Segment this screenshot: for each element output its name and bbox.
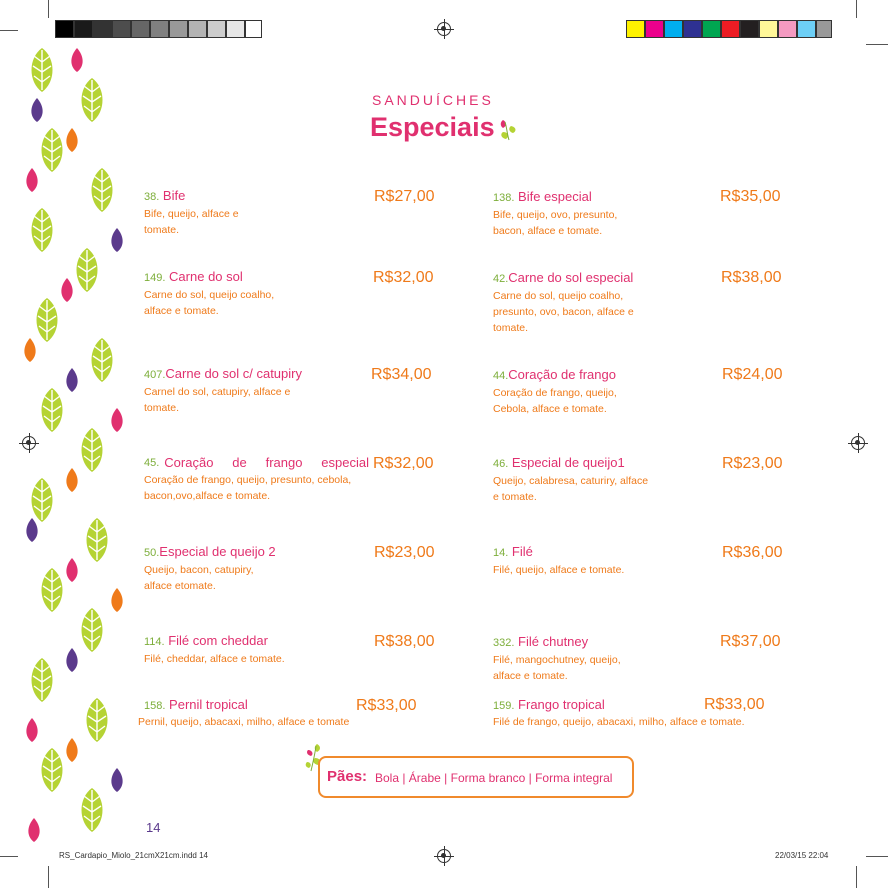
item-description: Filé, cheddar, alface e tomate. [144,653,285,665]
item-description: bacon,ovo,alface e tomate. [144,490,271,502]
item-name: Bife [162,188,186,203]
item-name: Carne do sol especial [508,270,634,285]
crop-mark [48,0,49,18]
item-price: R$27,00 [374,188,435,205]
item-price: R$34,00 [371,366,432,383]
item-description: alface e tomate. [144,305,219,317]
menu-item [493,544,733,578]
item-description: Filé de frango, queijo, abacaxi, milho, alface e tomate. [493,716,745,728]
item-price: R$33,00 [704,696,765,713]
item-description: Bife, queijo, ovo, presunto, [493,209,618,221]
page-number: 14 [146,820,161,835]
item-name: Filé com cheddar [168,633,268,648]
sprig-icon [497,118,519,142]
registration-mark-icon [437,22,451,36]
item-description: Filé, mangochutney, queijo, [493,654,621,666]
item-description: Carne do sol, queijo coalho, [493,290,624,302]
item-description: Filé, queijo, alface e tomate. [493,564,625,576]
item-name: Carne do sol [169,269,243,284]
registration-mark-icon [437,849,451,863]
item-number: 45. [144,457,160,469]
registration-mark-icon [851,436,865,450]
menu-item [144,366,384,416]
menu-item [493,455,733,505]
item-number: 38. [144,191,160,203]
item-price: R$23,00 [374,544,435,561]
crop-mark [0,856,18,857]
item-description: tomate. [144,402,180,414]
item-description: Bife, queijo, alface e [144,208,239,220]
item-name: Coração de frango [508,367,616,382]
section-subtitle: SANDUÍCHES [372,92,494,108]
item-description: Carnel do sol, catupiry, alface e [144,386,291,398]
item-number: 50. [144,547,160,559]
item-name: Especial de queijo 2 [159,544,276,559]
crop-mark [866,44,888,45]
item-description: Cebola, alface e tomate. [493,403,607,415]
crop-mark [866,856,888,857]
item-number: 46. [493,458,509,470]
item-description: Queijo, bacon, catupiry, [144,564,254,576]
item-price: R$24,00 [722,366,783,383]
menu-item [144,188,384,238]
item-description: Coração de frango, queijo, [493,387,617,399]
item-number: 158. [144,700,166,712]
menu-item [144,269,384,319]
item-price: R$32,00 [373,455,434,472]
print-slug-file: RS_Cardapio_Miolo_21cmX21cm.indd 14 [59,851,208,860]
menu-item [493,270,733,336]
item-description: presunto, ovo, bacon, alface e [493,306,634,318]
item-description: alface e tomate. [493,670,568,682]
menu-item [493,367,733,417]
item-description: tomate. [144,224,180,236]
item-price: R$38,00 [374,633,435,650]
item-price: R$32,00 [373,269,434,286]
item-description: alface etomate. [144,580,216,592]
item-name: Frango tropical [518,697,605,712]
item-name: Filé chutney [518,634,589,649]
item-description: Carne do sol, queijo coalho, [144,289,275,301]
item-name: Especial de queijo1 [511,455,625,470]
crop-mark [48,866,49,888]
item-number: 407. [144,369,166,381]
crop-mark [856,0,857,18]
item-number: 42. [493,273,509,285]
breads-options: Bola | Árabe | Forma branco | Forma integral [375,771,613,785]
item-number: 44. [493,370,509,382]
item-number: 114. [144,636,165,648]
item-name: Carne do sol c/ catupiry [165,366,302,381]
item-description: Queijo, calabresa, caturiry, alface [493,475,649,487]
item-name: Pernil tropical [169,697,248,712]
item-price: R$33,00 [356,697,417,714]
item-name: Filé [511,544,533,559]
item-price: R$38,00 [721,269,782,286]
item-number: 14. [493,547,509,559]
item-price: R$37,00 [720,633,781,650]
item-price: R$36,00 [722,544,783,561]
menu-item [493,189,733,239]
item-description: Coração de frango, queijo, presunto, cebola, [144,474,352,486]
item-price: R$23,00 [722,455,783,472]
item-description: tomate. [493,322,529,334]
item-number: 159. [493,700,515,712]
leaf-pattern-decoration [22,40,127,850]
menu-item [144,455,369,504]
crop-mark [856,866,857,888]
crop-mark [0,30,18,31]
item-price: R$35,00 [720,188,781,205]
breads-label: Pães: [327,768,368,785]
menu-item [144,544,384,594]
item-name: Coração de frango especial [164,455,369,470]
section-title: Especiais [370,112,495,142]
menu-item [493,634,733,684]
item-description: e tomate. [493,491,537,503]
item-number: 138. [493,192,515,204]
item-number: 149. [144,272,166,284]
item-description: Pernil, queijo, abacaxi, milho, alface e tomate [138,716,350,728]
menu-item [144,633,384,667]
print-slug-date: 22/03/15 22:04 [775,851,829,860]
item-name: Bife especial [518,189,592,204]
item-number: 332. [493,637,515,649]
item-description: bacon, alface e tomate. [493,225,603,237]
